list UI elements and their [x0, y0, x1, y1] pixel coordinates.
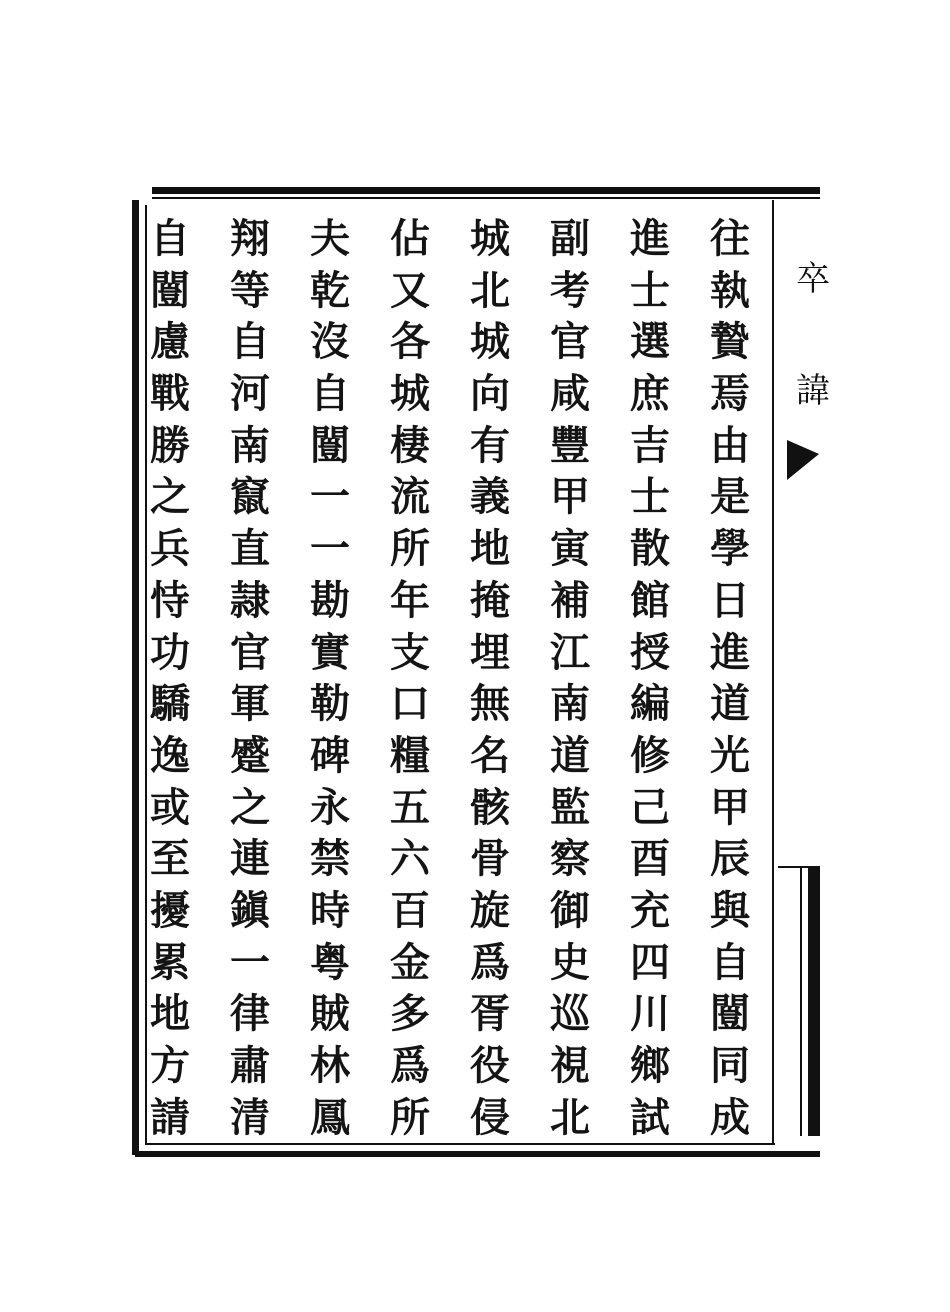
text-character: 竄: [230, 473, 270, 521]
text-character: 年: [390, 576, 430, 624]
text-character: 監: [550, 783, 590, 831]
text-character: 江: [550, 628, 590, 676]
text-character: 散: [630, 525, 670, 573]
text-character: 自: [150, 215, 190, 262]
text-character: 直: [230, 525, 270, 573]
text-character: 闓: [150, 266, 190, 314]
text-character: 林: [310, 1042, 350, 1089]
text-character: 鎭: [230, 886, 270, 934]
text-character: 爲: [470, 938, 510, 986]
text-character: 永: [310, 783, 350, 831]
text-character: 豐: [550, 421, 590, 469]
text-character: 逸: [150, 731, 190, 779]
text-character: 旋: [470, 886, 510, 934]
text-character: 城: [470, 215, 510, 262]
right-text-border: [772, 200, 774, 1145]
text-character: 連: [230, 835, 270, 883]
text-character: 賊: [310, 990, 350, 1038]
text-character: 隷: [230, 576, 270, 624]
text-character: 城: [470, 318, 510, 366]
text-character: 百: [390, 886, 430, 934]
text-character: 闓: [310, 421, 350, 469]
text-character: 律: [230, 990, 270, 1038]
text-character: 功: [150, 628, 190, 676]
text-character: 學: [710, 525, 750, 573]
text-character: 道: [710, 680, 750, 728]
text-character: 碑: [310, 731, 350, 779]
text-character: 自: [710, 938, 750, 986]
text-character: 粤: [310, 938, 350, 986]
text-character: 之: [230, 783, 270, 831]
text-character: 所: [390, 1093, 430, 1141]
text-character: 與: [710, 886, 750, 934]
text-character: 慮: [150, 318, 190, 366]
text-character: 執: [710, 266, 750, 314]
fold-column-title: 卒: [796, 259, 830, 299]
fishtail-mark: [787, 440, 819, 480]
text-character: 五: [390, 783, 430, 831]
text-character: 方: [150, 1042, 190, 1089]
text-character: 道: [550, 731, 590, 779]
text-character: 補: [550, 576, 590, 624]
text-character: 進: [630, 215, 670, 262]
text-character: 流: [390, 473, 430, 521]
text-character: 川: [630, 990, 670, 1038]
text-character: 官: [550, 318, 590, 366]
text-character: 試: [630, 1093, 670, 1141]
text-column-2: [622, 213, 678, 1143]
text-character: 義: [470, 473, 510, 521]
text-character: 軍: [230, 680, 270, 728]
text-character: 胥: [470, 990, 510, 1038]
text-character: 士: [630, 266, 670, 314]
text-character: 充: [630, 886, 670, 934]
text-character: 官: [230, 628, 270, 676]
text-character: 南: [230, 421, 270, 469]
text-character: 金: [390, 938, 430, 986]
fold-column-thick-rule: [808, 868, 820, 1136]
text-character: 考: [550, 266, 590, 314]
text-character: 河: [230, 370, 270, 418]
text-character: 進: [710, 628, 750, 676]
text-character: 史: [550, 938, 590, 986]
top-border-rule: [152, 187, 820, 194]
text-character: 蹙: [230, 731, 270, 779]
text-character: 禁: [310, 835, 350, 883]
text-character: 闓: [710, 990, 750, 1038]
text-character: 或: [150, 783, 190, 831]
text-character: 之: [150, 473, 190, 521]
text-character: 焉: [710, 370, 750, 418]
text-character: 四: [630, 938, 670, 986]
text-character: 是: [710, 473, 750, 521]
text-character: 編: [630, 680, 670, 728]
text-column-1: [702, 213, 758, 1143]
text-character: 授: [630, 628, 670, 676]
text-character: 勝: [150, 421, 190, 469]
text-character: 實: [310, 628, 350, 676]
text-character: 掩: [470, 576, 510, 624]
text-character: 戰: [150, 370, 190, 418]
text-character: 自: [230, 318, 270, 366]
text-character: 辰: [710, 835, 750, 883]
text-character: 骸: [470, 783, 510, 831]
text-character: 咸: [550, 370, 590, 418]
text-character: 視: [550, 1042, 590, 1089]
text-column-5: [382, 213, 438, 1143]
bottom-border-rule: [135, 1151, 820, 1157]
text-character: 恃: [150, 576, 190, 624]
text-character: 口: [390, 680, 430, 728]
text-character: 光: [710, 731, 750, 779]
text-character: 吉: [630, 421, 670, 469]
text-character: 甲: [550, 473, 590, 521]
text-column-3: [542, 213, 598, 1143]
text-character: 察: [550, 835, 590, 883]
text-character: 請: [150, 1093, 190, 1141]
text-character: 甲: [710, 783, 750, 831]
text-character: 各: [390, 318, 430, 366]
text-character: 北: [550, 1093, 590, 1141]
text-character: 清: [230, 1093, 270, 1141]
text-character: 己: [630, 783, 670, 831]
text-character: 南: [550, 680, 590, 728]
text-character: 棲: [390, 421, 430, 469]
text-character: 選: [630, 318, 670, 366]
text-column-8: [142, 213, 198, 1143]
top-inner-rule: [152, 197, 820, 199]
left-border-rule: [132, 200, 139, 1155]
text-character: 鳳: [310, 1093, 350, 1141]
text-character: 由: [710, 421, 750, 469]
text-character: 御: [550, 886, 590, 934]
text-character: 同: [710, 1042, 750, 1089]
text-character: 地: [470, 525, 510, 573]
text-character: 一: [310, 525, 350, 573]
text-character: 埋: [470, 628, 510, 676]
text-character: 成: [710, 1093, 750, 1141]
text-character: 無: [470, 680, 510, 728]
text-character: 副: [550, 215, 590, 262]
text-character: 累: [150, 938, 190, 986]
text-character: 至: [150, 835, 190, 883]
text-character: 勒: [310, 680, 350, 728]
text-column-4: [462, 213, 518, 1143]
text-character: 等: [230, 266, 270, 314]
text-character: 北: [470, 266, 510, 314]
text-character: 鄉: [630, 1042, 670, 1089]
text-character: 多: [390, 990, 430, 1038]
text-character: 支: [390, 628, 430, 676]
text-character: 所: [390, 525, 430, 573]
text-character: 向: [470, 370, 510, 418]
fold-column-inner-rule: [800, 868, 802, 1136]
text-character: 驕: [150, 680, 190, 728]
text-character: 兵: [150, 525, 190, 573]
text-column-6: [302, 213, 358, 1143]
text-character: 巡: [550, 990, 590, 1038]
text-character: 地: [150, 990, 190, 1038]
text-character: 肅: [230, 1042, 270, 1089]
text-character: 乾: [310, 266, 350, 314]
text-character: 庶: [630, 370, 670, 418]
text-character: 自: [310, 370, 350, 418]
text-character: 翔: [230, 215, 270, 262]
text-character: 一: [230, 938, 270, 986]
text-character: 夫: [310, 215, 350, 262]
text-character: 酉: [630, 835, 670, 883]
text-character: 時: [310, 886, 350, 934]
text-character: 往: [710, 215, 750, 262]
text-character: 有: [470, 421, 510, 469]
text-character: 爲: [390, 1042, 430, 1089]
text-character: 糧: [390, 731, 430, 779]
text-character: 侵: [470, 1093, 510, 1141]
text-character: 役: [470, 1042, 510, 1089]
text-character: 士: [630, 473, 670, 521]
text-character: 名: [470, 731, 510, 779]
text-character: 擾: [150, 886, 190, 934]
text-character: 日: [710, 576, 750, 624]
fold-column-subtitle: 諱: [796, 371, 830, 411]
text-character: 骨: [470, 835, 510, 883]
text-character: 修: [630, 731, 670, 779]
text-character: 佔: [390, 215, 430, 262]
text-character: 城: [390, 370, 430, 418]
text-character: 一: [310, 473, 350, 521]
text-character: 勘: [310, 576, 350, 624]
text-character: 沒: [310, 318, 350, 366]
text-column-7: [222, 213, 278, 1143]
text-character: 六: [390, 835, 430, 883]
text-character: 寅: [550, 525, 590, 573]
text-character: 館: [630, 576, 670, 624]
text-character: 又: [390, 266, 430, 314]
text-character: 贄: [710, 318, 750, 366]
